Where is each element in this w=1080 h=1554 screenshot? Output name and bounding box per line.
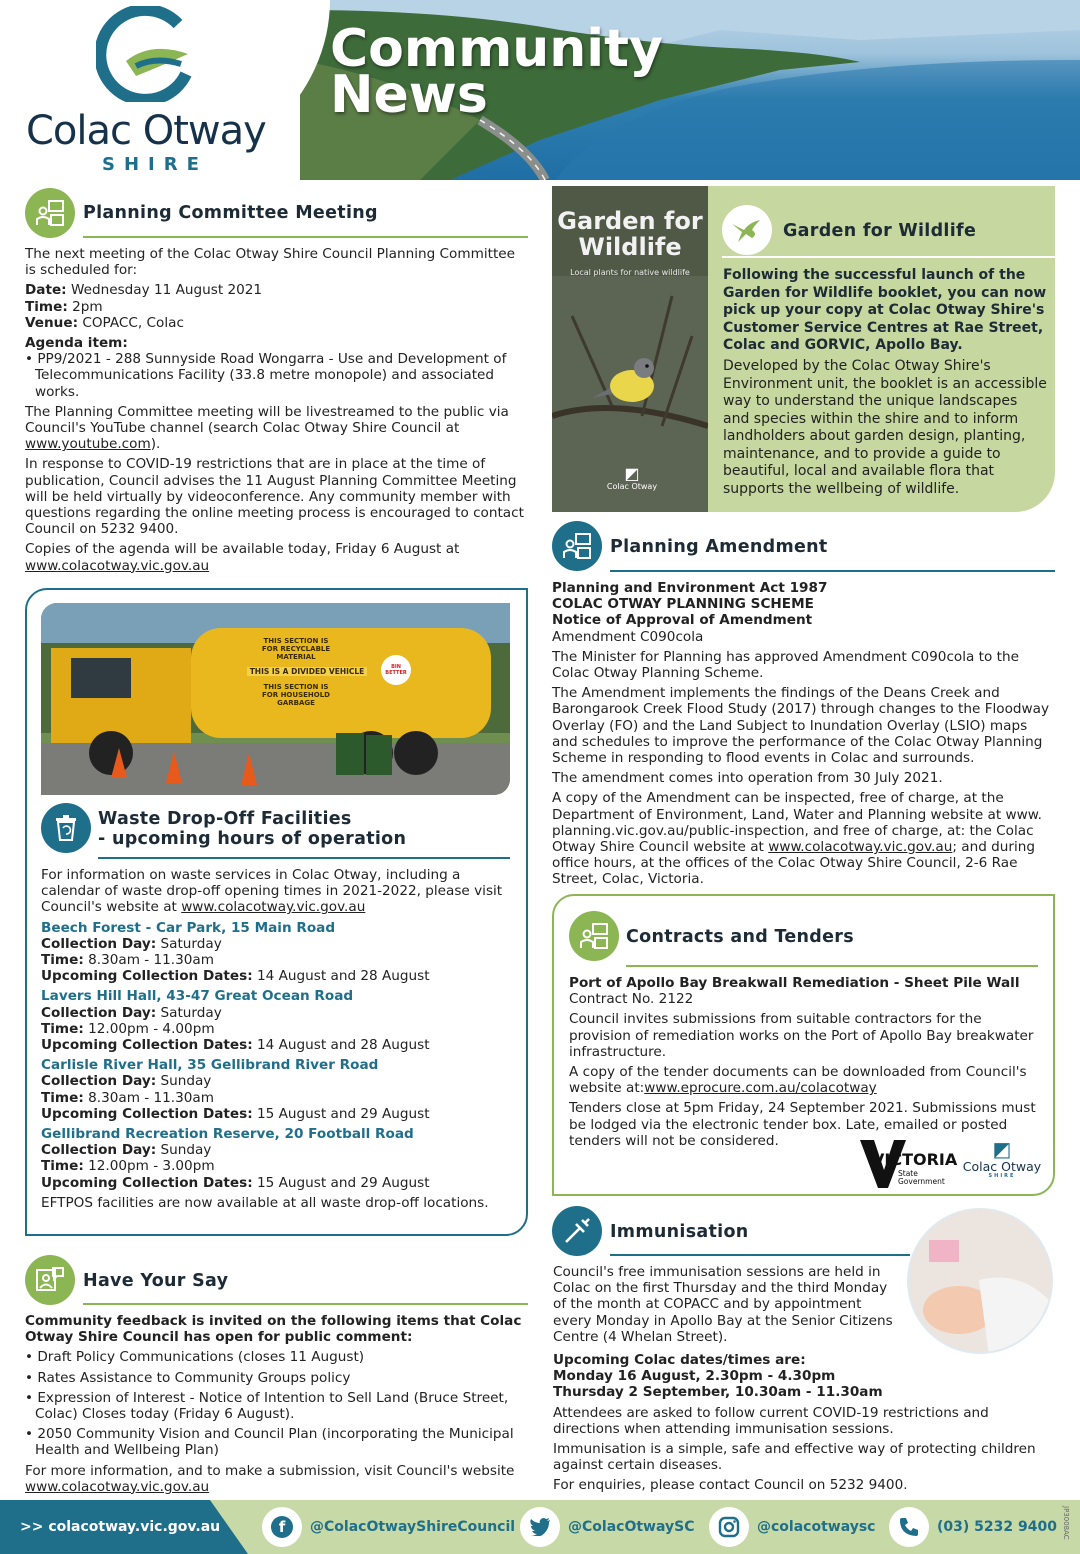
colac-otway-logo-icon <box>96 6 196 102</box>
hummingbird-icon <box>722 205 772 255</box>
truck-sign-divided: THIS IS A DIVIDED VEHICLE <box>247 667 367 676</box>
section-rule <box>626 965 1038 967</box>
phone-icon[interactable] <box>889 1507 929 1547</box>
victoria-wordmark: VICTORIA <box>872 1150 958 1169</box>
instagram-handle[interactable]: @colacotwaysc <box>757 1519 876 1535</box>
masthead-line-1: Community <box>330 19 663 79</box>
amendment-website-link[interactable]: www.colacotway.vic.gov.au <box>768 839 953 856</box>
site-name: Carlisle River Hall, 35 Gellibrand River Road <box>41 1057 379 1074</box>
waste-title-line-1: Waste Drop-Off Facilities <box>98 809 352 829</box>
garden-booklet-cover <box>552 186 708 512</box>
youtube-link[interactable]: www.youtube.com <box>25 436 151 453</box>
comment-item: • Rates Assistance to Community Groups policy <box>25 1369 351 1386</box>
section-rule <box>722 256 1055 258</box>
planning-committee-title: Planning Committee Meeting <box>83 203 378 223</box>
immunisation-photo <box>907 1208 1053 1354</box>
site-day: Collection Day: Saturday <box>41 1004 222 1021</box>
garden-title: Garden for Wildlife <box>783 221 977 241</box>
act-line: Planning and Environment Act 1987 <box>552 580 828 596</box>
amendment-p4: A copy of the Amendment can be inspected, free of charge, at the Department of Environment, Land, Water and Planning website at www. planning.vic.gov.au/public-inspection, and free of charge, at: the Colac Otway Shire Council website at www.colacotway.vic.gov.au; and during office hours, at the offices of the Colac Otway Shire Council, 2-6 Rae Street, Colac, Victoria. <box>552 790 1042 888</box>
site-dates: Upcoming Collection Dates: 15 August and 29 August <box>41 1174 430 1191</box>
waste-title-line-2: - upcoming hours of operation <box>98 829 407 849</box>
garden-body: Developed by the Colac Otway Shire's Environment unit, the booklet is an accessible way to understand the unique landscapes and species within the shire and to inform landholders about garden design, planting, maintenance, and to provide a guide to beautiful, local and available flora that supports the wellbeing of wildlife. <box>723 358 1047 497</box>
contracts-icon <box>569 911 619 961</box>
cover-logo-icon: ◩ <box>624 464 640 483</box>
tender-subtitle: Port of Apollo Bay Breakwall Remediation - Sheet Pile Wall <box>569 975 1020 991</box>
waste-site <box>41 1057 511 1122</box>
contracts-p2: A copy of the tender documents can be downloaded from Council's website at:www.eprocure.com.au/colacotway <box>569 1064 1027 1097</box>
phone-number[interactable]: (03) 5232 9400 <box>937 1519 1057 1535</box>
truck-sign-garbage: THIS SECTION IS FOR HOUSEHOLD GARBAGE <box>262 683 330 707</box>
more-info-text: For more information, and to make a submission, visit Council's website <box>25 1462 515 1479</box>
amendment-p3: The amendment comes into operation from 30 July 2021. <box>552 770 943 787</box>
have-your-say-title: Have Your Say <box>83 1271 229 1291</box>
site-name: Lavers Hill Hall, 43-47 Great Ocean Road <box>41 988 354 1005</box>
site-name: Gellibrand Recreation Reserve, 20 Football Road <box>41 1126 414 1143</box>
victoria-government-logo <box>860 1140 958 1188</box>
waste-body <box>41 867 511 1211</box>
have-your-say-body <box>25 1313 528 1495</box>
masthead-line-2: News <box>330 65 488 125</box>
contracts-title: Contracts and Tenders <box>626 927 854 947</box>
copies-text: Copies of the agenda will be available today, Friday 6 August at <box>25 541 460 558</box>
comment-items-list <box>25 1349 528 1458</box>
twitter-icon[interactable] <box>520 1507 560 1547</box>
covid-text: In response to COVID-19 restrictions that are in place at the time of publication, Council advises the 11 August Planning Committee Meeting will be held virtually by videoconference. Any community member with questions regarding the online meeting process is encouraged to contact Council on 5232 9400. <box>25 456 524 538</box>
site-dates: Upcoming Collection Dates: 15 August and 29 August <box>41 1105 430 1122</box>
agenda-list <box>25 351 528 400</box>
livestream-text: The Planning Committee meeting will be livestreamed to the public via Council's YouTube channel (search Colac Otway Shire Council at www.youtube.com). <box>25 403 509 453</box>
feedback-icon <box>25 1255 75 1305</box>
immunisation-title: Immunisation <box>610 1222 749 1242</box>
site-dates: Upcoming Collection Dates: 14 August and 28 August <box>41 968 430 985</box>
council-website-link[interactable]: www.colacotway.vic.gov.au <box>25 557 210 574</box>
contracts-p3: Tenders close at 5pm Friday, 24 September 2021. Submissions must be lodged via the electronic tender box. Late, emailed or posted tenders will not be considered. <box>569 1100 1036 1149</box>
eftpos-text: EFTPOS facilities are now available at all waste drop-off locations. <box>41 1194 489 1211</box>
garbage-truck-photo <box>41 603 510 795</box>
agenda-label: Agenda item: <box>25 335 128 352</box>
have-your-say-intro: Community feedback is invited on the following items that Colac Otway Shire Council has open for public comment: <box>25 1313 522 1346</box>
meeting-icon <box>25 188 75 238</box>
print-code: JP3008AC <box>1062 1506 1070 1540</box>
intro-text: The next meeting of the Colac Otway Shire Council Planning Committee is scheduled for: <box>25 246 516 279</box>
site-time: Time: 12.00pm - 4.00pm <box>41 1020 215 1037</box>
cover-title: Garden for Wildlife <box>557 207 703 261</box>
site-time: Time: 8.30am - 11.30am <box>41 952 214 969</box>
comment-item: • Expression of Interest - Notice of Intention to Sell Land (Bruce Street, Colac) Closes today (Friday 6 August). <box>25 1389 509 1423</box>
scheme-line: COLAC OTWAY PLANNING SCHEME <box>552 596 814 613</box>
site-time: Time: 8.30am - 11.30am <box>41 1089 214 1106</box>
comment-item: • 2050 Community Vision and Council Plan (incorporating the Municipal Health and Wellbeing Plan) <box>25 1426 514 1459</box>
waste-intro: For information on waste services in Colac Otway, including a calendar of waste drop-off opening times in 2021-2022, please visit Council's website at www.colacotway.vic.gov.au <box>41 867 503 916</box>
bin-better-badge: BIN BETTER <box>381 655 411 685</box>
planning-amendment-icon <box>552 521 602 571</box>
immunisation-p1: Council's free immunisation sessions are held in Colac on the first Thursday and the third Monday of the month at COPACC and by appointment every Monday in Apollo Bay at the Senior Citizens Centre (4 Whelan Street). <box>553 1264 893 1345</box>
venue-line: Venue: COPACC, Colac <box>25 314 184 331</box>
immunisation-date-2: Thursday 2 September, 10.30am - 11.30am <box>553 1384 883 1401</box>
colac-otway-small-logo: ◩ Colac Otway SHIRE <box>962 1137 1042 1179</box>
immunisation-rest <box>553 1352 1053 1498</box>
contract-number: Contract No. 2122 <box>569 991 694 1008</box>
site-time: Time: 12.00pm - 3.00pm <box>41 1158 215 1175</box>
waste-site <box>41 920 511 985</box>
facebook-icon[interactable]: f <box>262 1507 302 1547</box>
immunisation-p3: Immunisation is a simple, safe and effective way of protecting children against certain diseases. <box>553 1441 1036 1474</box>
site-day: Collection Day: Saturday <box>41 935 222 952</box>
amendment-p2: The Amendment implements the findings of the Deans Creek and Barongarook Creek Flood Study (2017) through changes to the Floodway Overlay (FO) and the Land Subject to Inundation Overlay (LSIO) maps and schedules to improve the performance of the Colac Otway Planning Scheme in responding to flood events in Colac and surrounds. <box>552 685 1050 767</box>
amendment-p1: The Minister for Planning has approved Amendment C090cola to the Colac Otway Planning Scheme. <box>552 648 1019 682</box>
immunisation-date-1: Monday 16 August, 2.30pm - 4.30pm <box>553 1368 836 1385</box>
planning-amendment-title: Planning Amendment <box>610 537 828 557</box>
victoria-sub: State Government <box>898 1169 945 1186</box>
waste-site-list <box>41 920 511 1191</box>
eprocure-link[interactable]: www.eprocure.com.au/colacotway <box>644 1080 877 1097</box>
waste-site <box>41 988 511 1053</box>
immunisation-p4: For enquiries, please contact Council on 5232 9400. <box>553 1477 908 1494</box>
section-rule <box>610 570 1055 572</box>
truck-sign-recyclable: THIS SECTION IS FOR RECYCLABLE MATERIAL <box>261 637 331 661</box>
section-rule <box>83 1303 528 1305</box>
twitter-handle[interactable]: @ColacOtwaySC <box>568 1519 695 1535</box>
site-day: Collection Day: Sunday <box>41 1142 212 1159</box>
contracts-p1: Council invites submissions from suitable contractors for the provision of remediation works on the Port of Apollo Bay breakwater infrastructure. <box>569 1011 1034 1060</box>
masthead-title <box>330 19 663 125</box>
contracts-body <box>569 975 1039 1153</box>
logo-shire-text: SHIRE <box>102 154 208 175</box>
immunisation-p2: Attendees are asked to follow current COVID-19 restrictions and directions when attending immunisation sessions. <box>553 1404 989 1437</box>
section-rule <box>83 236 528 238</box>
garden-lead: Following the successful launch of the Garden for Wildlife booklet, you can now pick up your copy at Colac Otway Shire's Customer Service Centres at Rae Street, Colac and GORVIC, Apollo Bay. <box>723 267 1047 353</box>
planning-amendment-body <box>552 580 1055 892</box>
site-day: Collection Day: Sunday <box>41 1073 212 1090</box>
recycle-bin-icon <box>41 803 91 853</box>
section-rule <box>98 857 510 859</box>
notice-line: Notice of Approval of Amendment <box>552 612 813 629</box>
logo-wordmark: Colac Otway <box>26 108 266 154</box>
footer-website-link[interactable]: >> colacotway.vic.gov.au <box>20 1519 221 1535</box>
date-line: Date: Wednesday 11 August 2021 <box>25 282 263 299</box>
syringe-icon <box>552 1206 602 1256</box>
site-name: Beech Forest - Car Park, 15 Main Road <box>41 919 336 936</box>
comment-item: • Draft Policy Communications (closes 11 August) <box>25 1349 365 1366</box>
waste-website-link[interactable]: www.colacotway.vic.gov.au <box>181 899 366 916</box>
upcoming-dates-label: Upcoming Colac dates/times are: <box>553 1352 806 1368</box>
waste-site <box>41 1126 511 1191</box>
facebook-handle[interactable]: @ColacOtwayShireCouncil <box>310 1519 516 1535</box>
waste-title <box>98 809 406 849</box>
masthead-header <box>0 0 1080 180</box>
agenda-item: • PP9/2021 - 288 Sunnyside Road Wongarra - Use and Development of Telecommunications Facility (33.8 metre monopole) and associated works. <box>25 351 507 400</box>
submission-website-link[interactable]: www.colacotway.vic.gov.au <box>25 1478 210 1495</box>
planning-committee-body <box>25 246 528 574</box>
instagram-icon[interactable] <box>709 1507 749 1547</box>
site-dates: Upcoming Collection Dates: 14 August and 28 August <box>41 1037 430 1054</box>
cover-logo: ◩ Colac Otway <box>602 466 662 491</box>
amendment-number: Amendment C090cola <box>552 628 704 645</box>
small-logo-icon: ◩ <box>992 1137 1012 1161</box>
time-line: Time: 2pm <box>25 298 103 315</box>
cover-subtitle: Local plants for native wildlife <box>570 268 690 277</box>
section-rule <box>610 1254 910 1256</box>
